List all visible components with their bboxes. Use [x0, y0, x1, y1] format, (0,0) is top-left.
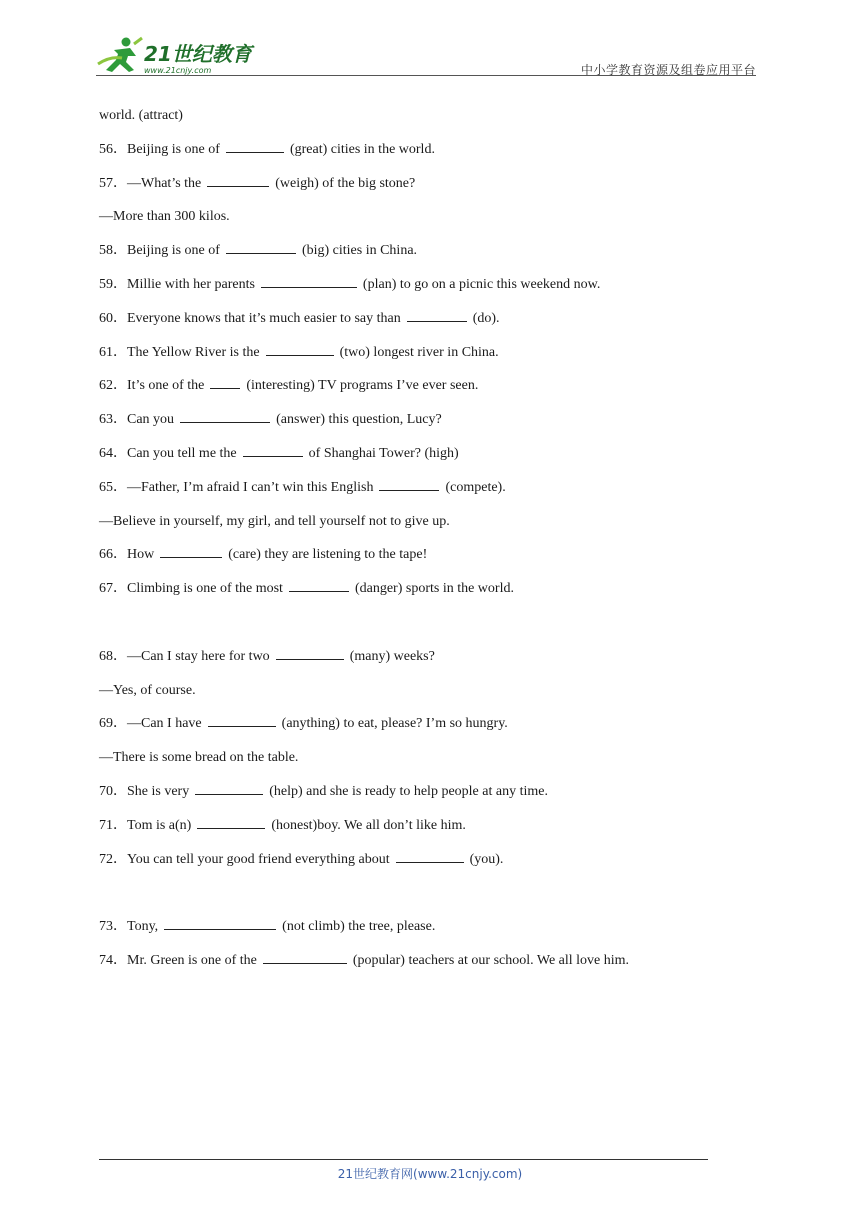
question-item	[99, 848, 739, 882]
question-prefix: 72．You can tell your good friend everything about	[99, 851, 390, 867]
question-prefix: 68．—Can I stay here for two	[99, 648, 270, 664]
question-suffix: (interesting) TV programs I’ve ever seen.	[246, 378, 479, 394]
answer-blank[interactable]	[226, 138, 284, 153]
question-suffix: (weigh) of the big stone?	[275, 175, 416, 191]
line-text: —Yes, of course.	[99, 682, 196, 698]
question-suffix: (two) longest river in China.	[339, 344, 499, 360]
question-item	[99, 949, 739, 983]
question-suffix: (danger) sports in the world.	[354, 581, 514, 597]
question-item	[99, 577, 739, 611]
question-item	[99, 239, 739, 273]
question-prefix: 65．—Father, I’m afraid I can’t win this English	[99, 479, 374, 495]
footer-text: 21世纪教育网(www.21cnjy.com)	[337, 1167, 523, 1181]
answer-blank[interactable]	[180, 408, 270, 423]
question-suffix: of Shanghai Tower? (high)	[308, 445, 459, 461]
question-item	[99, 442, 739, 476]
site-logo	[96, 34, 266, 78]
answer-blank[interactable]	[164, 915, 276, 930]
answer-blank[interactable]	[160, 543, 222, 558]
question-item	[99, 138, 739, 172]
question-suffix: (you).	[469, 851, 504, 867]
text-line	[99, 205, 739, 239]
question-item	[99, 780, 739, 814]
exercise-list	[99, 104, 739, 983]
blank-line	[99, 881, 739, 915]
blank-line	[99, 611, 739, 645]
question-item	[99, 374, 739, 408]
question-suffix: (compete).	[445, 479, 506, 495]
line-text: —There is some bread on the table.	[99, 750, 299, 766]
question-item	[99, 476, 739, 510]
answer-blank[interactable]	[276, 645, 344, 660]
question-item	[99, 712, 739, 746]
header-platform-text: 中小学教育资源及组卷应用平台	[580, 63, 756, 77]
answer-blank[interactable]	[261, 273, 357, 288]
question-prefix: 70．She is very	[99, 783, 190, 799]
answer-blank[interactable]	[263, 949, 347, 964]
footer-divider	[99, 1159, 708, 1160]
answer-blank[interactable]	[210, 374, 240, 389]
question-prefix: 61．The Yellow River is the	[99, 344, 260, 360]
answer-blank[interactable]	[407, 307, 467, 322]
answer-blank[interactable]	[207, 172, 269, 187]
question-prefix: 56．Beijing is one of	[99, 141, 220, 157]
line-text: —Believe in yourself, my girl, and tell yourself not to give up.	[99, 513, 450, 529]
question-prefix: 58．Beijing is one of	[99, 243, 220, 259]
answer-blank[interactable]	[226, 239, 296, 254]
question-suffix: (popular) teachers at our school. We all love him.	[352, 952, 630, 968]
question-prefix: 59．Millie with her parents	[99, 276, 255, 292]
svg-text:www.21cnjy.com: www.21cnjy.com	[144, 66, 212, 75]
question-prefix: 57．—What’s the	[99, 175, 202, 191]
answer-blank[interactable]	[379, 476, 439, 491]
question-item	[99, 543, 739, 577]
question-suffix: (big) cities in China.	[301, 243, 418, 259]
line-text: —More than 300 kilos.	[99, 209, 230, 225]
question-prefix: 67．Climbing is one of the most	[99, 581, 283, 597]
answer-blank[interactable]	[243, 442, 303, 457]
text-line	[99, 746, 739, 780]
question-prefix: 71．Tom is a(n)	[99, 817, 192, 833]
answer-blank[interactable]	[289, 577, 349, 592]
answer-blank[interactable]	[195, 780, 263, 795]
question-suffix: (help) and she is ready to help people at any time.	[269, 783, 548, 799]
text-line	[99, 510, 739, 544]
header-divider	[96, 75, 756, 76]
question-suffix: (great) cities in the world.	[289, 141, 435, 157]
question-prefix: 63．Can you	[99, 412, 175, 428]
question-prefix: 66．How	[99, 547, 155, 563]
runner-icon	[98, 38, 142, 73]
text-line	[99, 679, 739, 713]
question-item	[99, 172, 739, 206]
svg-text:21世纪教育: 21世纪教育	[144, 42, 252, 66]
line-text: world. (attract)	[99, 108, 183, 123]
question-prefix: 69．—Can I have	[99, 716, 202, 732]
answer-blank[interactable]	[208, 712, 276, 727]
question-prefix: 62．It’s one of the	[99, 378, 205, 394]
question-suffix: (many) weeks?	[349, 648, 435, 664]
question-suffix: (honest)boy. We all don’t like him.	[271, 817, 466, 833]
question-suffix: (plan) to go on a picnic this weekend now.	[362, 276, 601, 292]
question-suffix: (answer) this question, Lucy?	[276, 412, 442, 428]
question-suffix: (care) they are listening to the tape!	[228, 547, 428, 563]
question-suffix: (do).	[472, 310, 500, 326]
answer-blank[interactable]	[396, 848, 464, 863]
question-prefix: 60．Everyone knows that it’s much easier to say than	[99, 310, 401, 326]
answer-blank[interactable]	[197, 814, 265, 829]
question-prefix: 64．Can you tell me the	[99, 445, 237, 461]
question-suffix: (not climb) the tree, please.	[282, 919, 436, 935]
question-item	[99, 645, 739, 679]
question-item	[99, 814, 739, 848]
question-item	[99, 307, 739, 341]
question-item	[99, 341, 739, 375]
question-item	[99, 273, 739, 307]
question-item	[99, 408, 739, 442]
page-header	[96, 34, 756, 78]
question-suffix: (anything) to eat, please? I’m so hungry.	[281, 716, 508, 732]
question-prefix: 74．Mr. Green is one of the	[99, 952, 257, 968]
question-prefix: 73．Tony,	[99, 919, 159, 935]
text-line	[99, 104, 739, 138]
answer-blank[interactable]	[266, 341, 334, 356]
question-item	[99, 915, 739, 949]
